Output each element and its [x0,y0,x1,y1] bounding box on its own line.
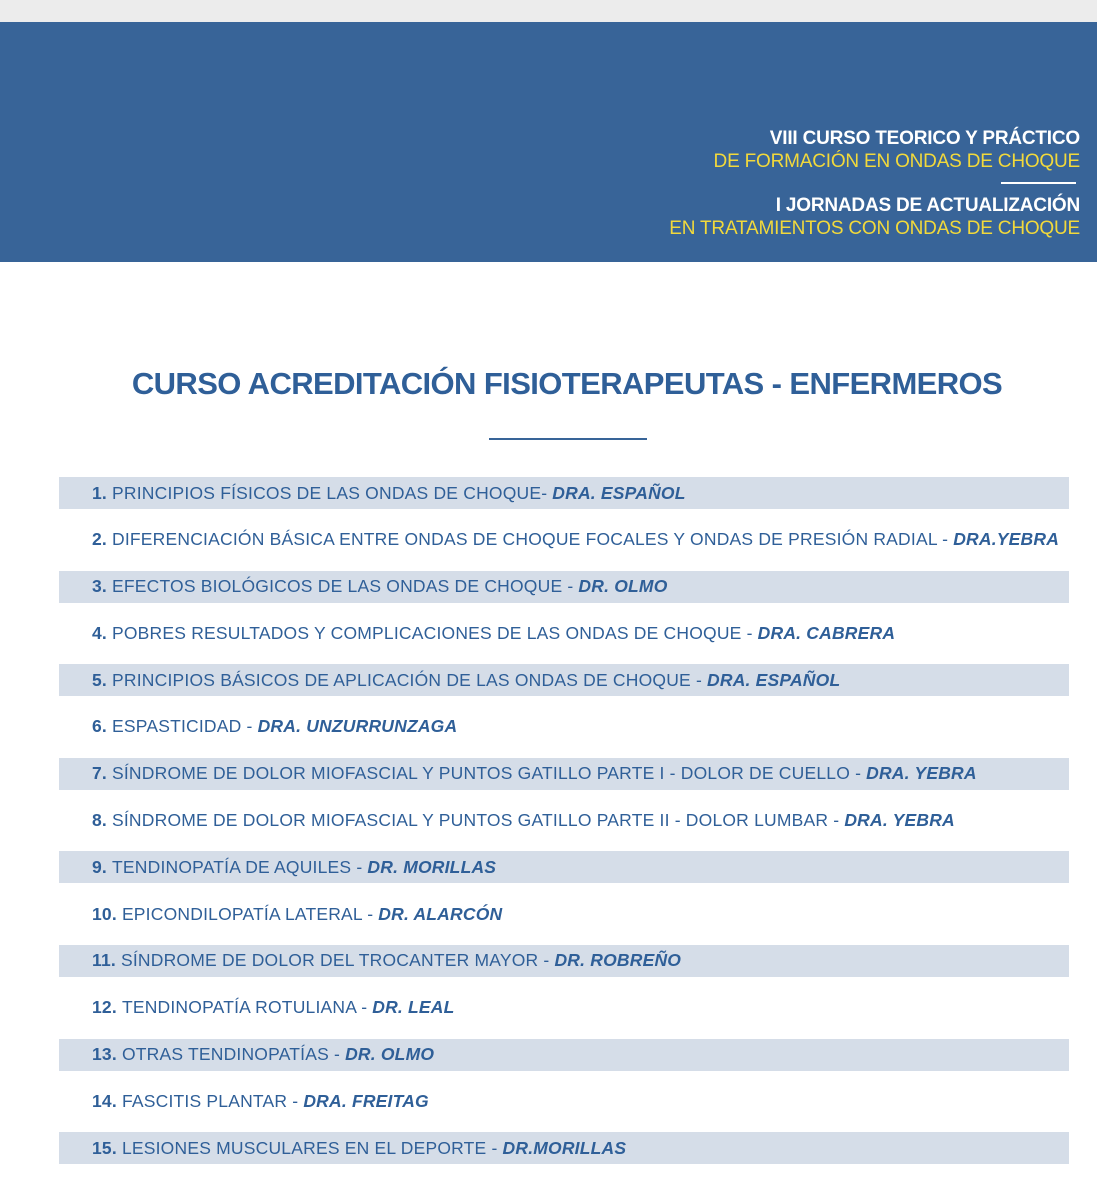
item-number: 3. [92,576,107,597]
course-topics-list [59,477,1069,1179]
item-speaker: DRA. FREITAG [303,1090,429,1111]
item-speaker: DR. OLMO [578,576,668,597]
item-speaker: DRA. YEBRA [866,763,977,784]
item-number: 8. [92,810,107,831]
item-topic: TENDINOPATÍA ROTULIANA - [121,997,368,1018]
title-underline [489,438,647,440]
banner-line-1: VIII CURSO TEORICO Y PRÁCTICO [769,128,1080,149]
item-number: 9. [92,856,107,877]
page-title: CURSO ACREDITACIÓN FISIOTERAPEUTAS - ENFERMEROS [131,366,1003,401]
list-item [59,477,1069,509]
item-speaker: DRA. ESPAÑOL [552,482,686,503]
list-item [59,992,1069,1024]
item-number: 12. [92,997,117,1018]
item-speaker: DRA. CABRERA [757,622,896,643]
item-number: 6. [92,716,107,737]
item-number: 14. [92,1090,117,1111]
item-topic: PRINCIPIOS FÍSICOS DE LAS ONDAS DE CHOQUE- [112,482,548,503]
header-banner [0,22,1097,262]
item-speaker: DR.MORILLAS [502,1137,627,1158]
list-item [59,1085,1069,1117]
banner-line-3: I JORNADAS DE ACTUALIZACIÓN [775,195,1080,216]
item-topic: ESPASTICIDAD - [112,716,253,737]
item-topic: LESIONES MUSCULARES EN EL DEPORTE - [121,1137,498,1158]
item-speaker: DRA. UNZURRUNZAGA [257,716,458,737]
item-topic: PRINCIPIOS BÁSICOS DE APLICACIÓN DE LAS ONDAS DE CHOQUE - [112,669,703,690]
item-topic: OTRAS TENDINOPATÍAS - [121,1044,341,1065]
list-item [59,617,1069,649]
item-speaker: DR. MORILLAS [367,856,497,877]
item-topic: EFECTOS BIOLÓGICOS DE LAS ONDAS DE CHOQUE - [112,576,574,597]
item-topic: SÍNDROME DE DOLOR DEL TROCANTER MAYOR - [120,950,550,971]
list-item [59,524,1069,556]
list-item [59,571,1069,603]
item-topic: SÍNDROME DE DOLOR MIOFASCIAL Y PUNTOS GATILLO PARTE I - DOLOR DE CUELLO - [112,763,862,784]
item-speaker: DRA. YEBRA [844,810,955,831]
banner-line-2: DE FORMACIÓN EN ONDAS DE CHOQUE [713,151,1080,172]
item-topic: SÍNDROME DE DOLOR MIOFASCIAL Y PUNTOS GATILLO PARTE II - DOLOR LUMBAR - [112,810,840,831]
item-speaker: DR. LEAL [372,997,455,1018]
item-speaker: DRA.YEBRA [953,529,1060,550]
list-item [59,711,1069,743]
item-topic: EPICONDILOPATÍA LATERAL - [121,903,374,924]
list-item [59,898,1069,930]
list-item [59,1132,1069,1164]
item-speaker: DRA. ESPAÑOL [707,669,841,690]
list-item [59,851,1069,883]
banner-divider [1001,182,1076,184]
list-item [59,1039,1069,1071]
item-number: 5. [92,669,107,690]
list-item [59,805,1069,837]
list-item [59,758,1069,790]
top-strip [0,0,1097,22]
item-number: 13. [92,1044,117,1065]
list-item [59,664,1069,696]
banner-text [669,127,1080,240]
item-number: 2. [92,529,107,550]
item-topic: POBRES RESULTADOS Y COMPLICACIONES DE LAS ONDAS DE CHOQUE - [112,622,753,643]
item-number: 10. [92,903,117,924]
item-topic: FASCITIS PLANTAR - [121,1090,299,1111]
item-number: 7. [92,763,107,784]
item-number: 11. [92,950,116,971]
item-speaker: DR. ROBREÑO [554,950,682,971]
banner-line-4: EN TRATAMIENTOS CON ONDAS DE CHOQUE [669,218,1080,239]
item-speaker: DR. OLMO [345,1044,435,1065]
item-topic: DIFERENCIACIÓN BÁSICA ENTRE ONDAS DE CHOQUE FOCALES Y ONDAS DE PRESIÓN RADIAL - [112,529,949,550]
item-speaker: DR. ALARCÓN [378,903,503,924]
item-number: 1. [92,482,107,503]
item-number: 15. [92,1137,117,1158]
item-number: 4. [92,622,107,643]
list-item [59,945,1069,977]
item-topic: TENDINOPATÍA DE AQUILES - [112,856,363,877]
